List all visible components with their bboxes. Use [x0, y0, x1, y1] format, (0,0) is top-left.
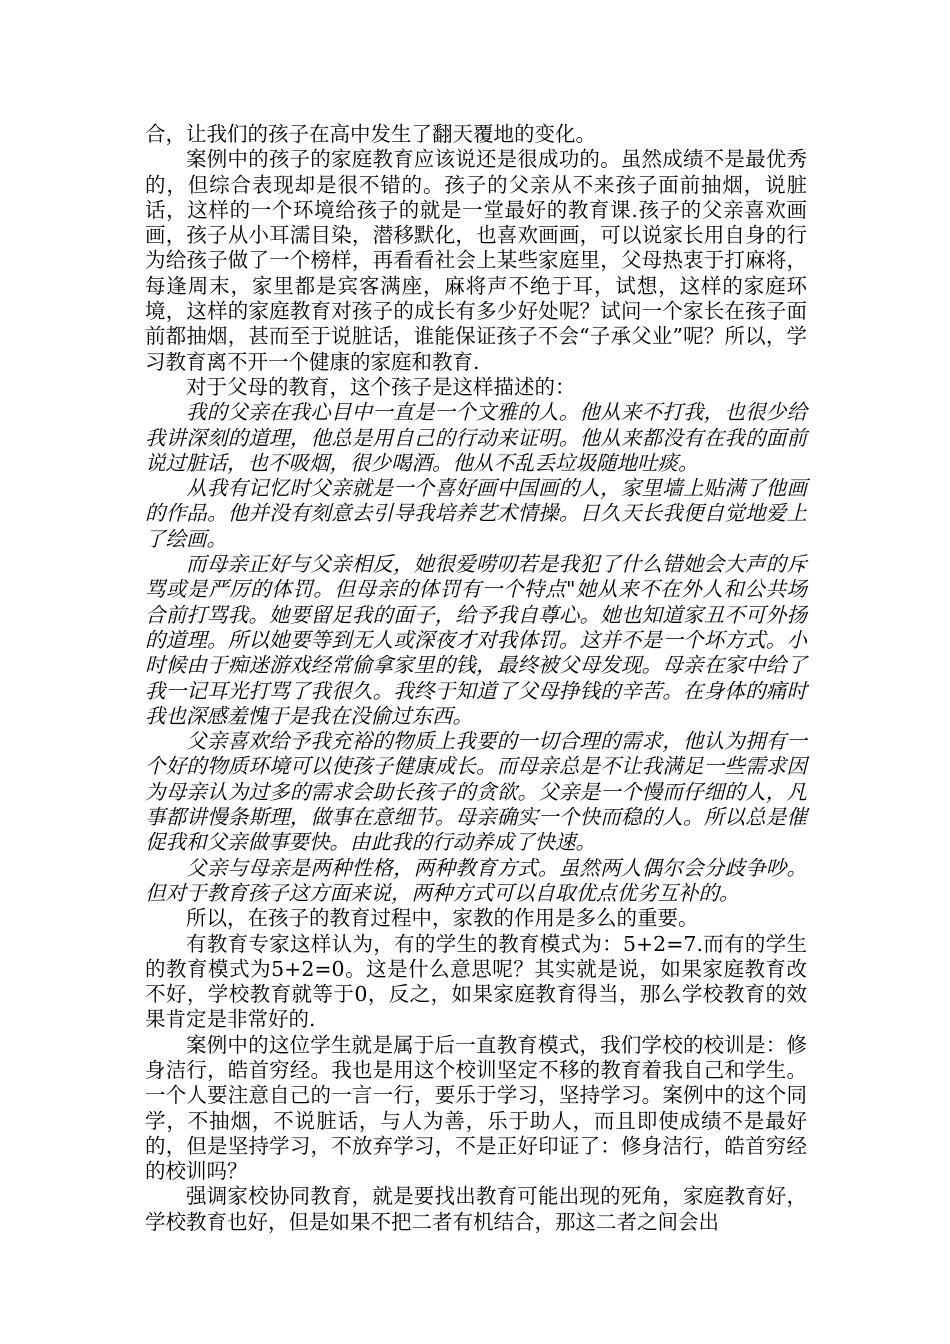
paragraph-4: 所以，在孩子的教育过程中，家教的作用是多么的重要。 [186, 906, 699, 931]
quote-paragraph-2: 从我有记忆时父亲就是一个喜好画中国画的人，家里墙上贴满了他画的作品。他并没有刻意去引导我培养艺术情操。日久天长我便自觉地爱上了绘画。 [145, 476, 807, 551]
paragraph-1: 合，让我们的孩子在高中发生了翻天覆地的变化。 [145, 122, 596, 146]
quote-paragraph-4: 父亲喜欢给予我充裕的物质上我要的一切合理的需求，他认为拥有一个好的物质环境可以使孩子健康成长。而母亲总是不让我满足一些需求因为母亲认为过多的需求会助长孩子的贪欲。父亲是一个慢而仔细的人，凡事都讲慢条斯理，做事在意细节。母亲确实一个快而稳的人。所以总是催促我和父亲做事要快。由此我的行动养成了快速。 [145, 729, 807, 855]
paragraph-3: 对于父母的教育，这个孩子是这样描述的： [186, 374, 576, 399]
paragraph-2: 案例中的孩子的家庭教育应该说还是很成功的。虽然成绩不是最优秀的，但综合表现却是很不错的。孩子的父亲从不来孩子面前抽烟，说脏话，这样的一个环境给孩子的就是一堂最好的教育课.孩子的父亲喜欢画画，孩子从小耳濡目染，潜移默化，也喜欢画画，可以说家长用自身的行为给孩子做了一个榜样，再看看社会上某些家庭里，父母热衷于打麻将，每逢周末，家里都是宾客满座，麻将声不绝于耳，试想，这样的家庭环境，这样的家庭教育对孩子的成长有多少好处呢？试问一个家长在孩子面前都抽烟，甚而至于说脏话，谁能保证孩子不会“子承父业”呢？所以，学习教育离不开一个健康的家庭和教育. [145, 147, 807, 374]
paragraph-7: 强调家校协同教育，就是要找出教育可能出现的死角，家庭教育好，学校教育也好，但是如果不把二者有机结合，那这二者之间会出 [145, 1184, 807, 1234]
document-body [145, 122, 807, 1235]
quote-paragraph-3: 而母亲正好与父亲相反，她很爱唠叨若是我犯了什么错她会大声的斥骂或是严厉的体罚。但母亲的体罚有一个特点"她从来不在外人和公共场合前打骂我。她要留足我的面子，给予我自尊心。她也知道家丑不可外扬的道理。所以她要等到无人或深夜才对我体罚。这并不是一个坏方式。小时候由于痴迷游戏经常偷拿家里的钱，最终被父母发现。母亲在家中给了我一记耳光打骂了我很久。我终于知道了父母挣钱的辛苦。在身体的痛时我也深感羞愧于是我在没偷过东西。 [145, 552, 807, 728]
paragraph-6: 案例中的这位学生就是属于后一直教育模式，我们学校的校训是：修身洁行，皓首穷经。我也是用这个校训坚定不移的教育着我自己和学生。一个人要注意自己的一言一行，要乐于学习，坚持学习。案例中的这个同学，不抽烟，不说脏话，与人为善，乐于助人，而且即使成绩不是最好的，但是坚持学习，不放弃学习，不是正好印证了：修身洁行，皓首穷经的校训吗？ [145, 1032, 807, 1184]
quote-paragraph-5: 父亲与母亲是两种性格，两种教育方式。虽然两人偶尔会分歧争吵。但对于教育孩子这方面来说，两种方式可以自取优点优劣互补的。 [145, 855, 807, 905]
quote-paragraph-1: 我的父亲在我心目中一直是一个文雅的人。他从来不打我，也很少给我讲深刻的道理，他总是用自己的行动来证明。他从来都没有在我的面前说过脏话，也不吸烟，很少喝酒。他从不乱丢垃圾随地吐痰。 [145, 400, 807, 475]
paragraph-5: 有教育专家这样认为，有的学生的教育模式为：5+2=7.而有的学生的教育模式为5+2=0。这是什么意思呢？其实就是说，如果家庭教育改不好，学校教育就等于0，反之，如果家庭教育得当，那么学校教育的效果肯定是非常好的. [145, 931, 807, 1032]
